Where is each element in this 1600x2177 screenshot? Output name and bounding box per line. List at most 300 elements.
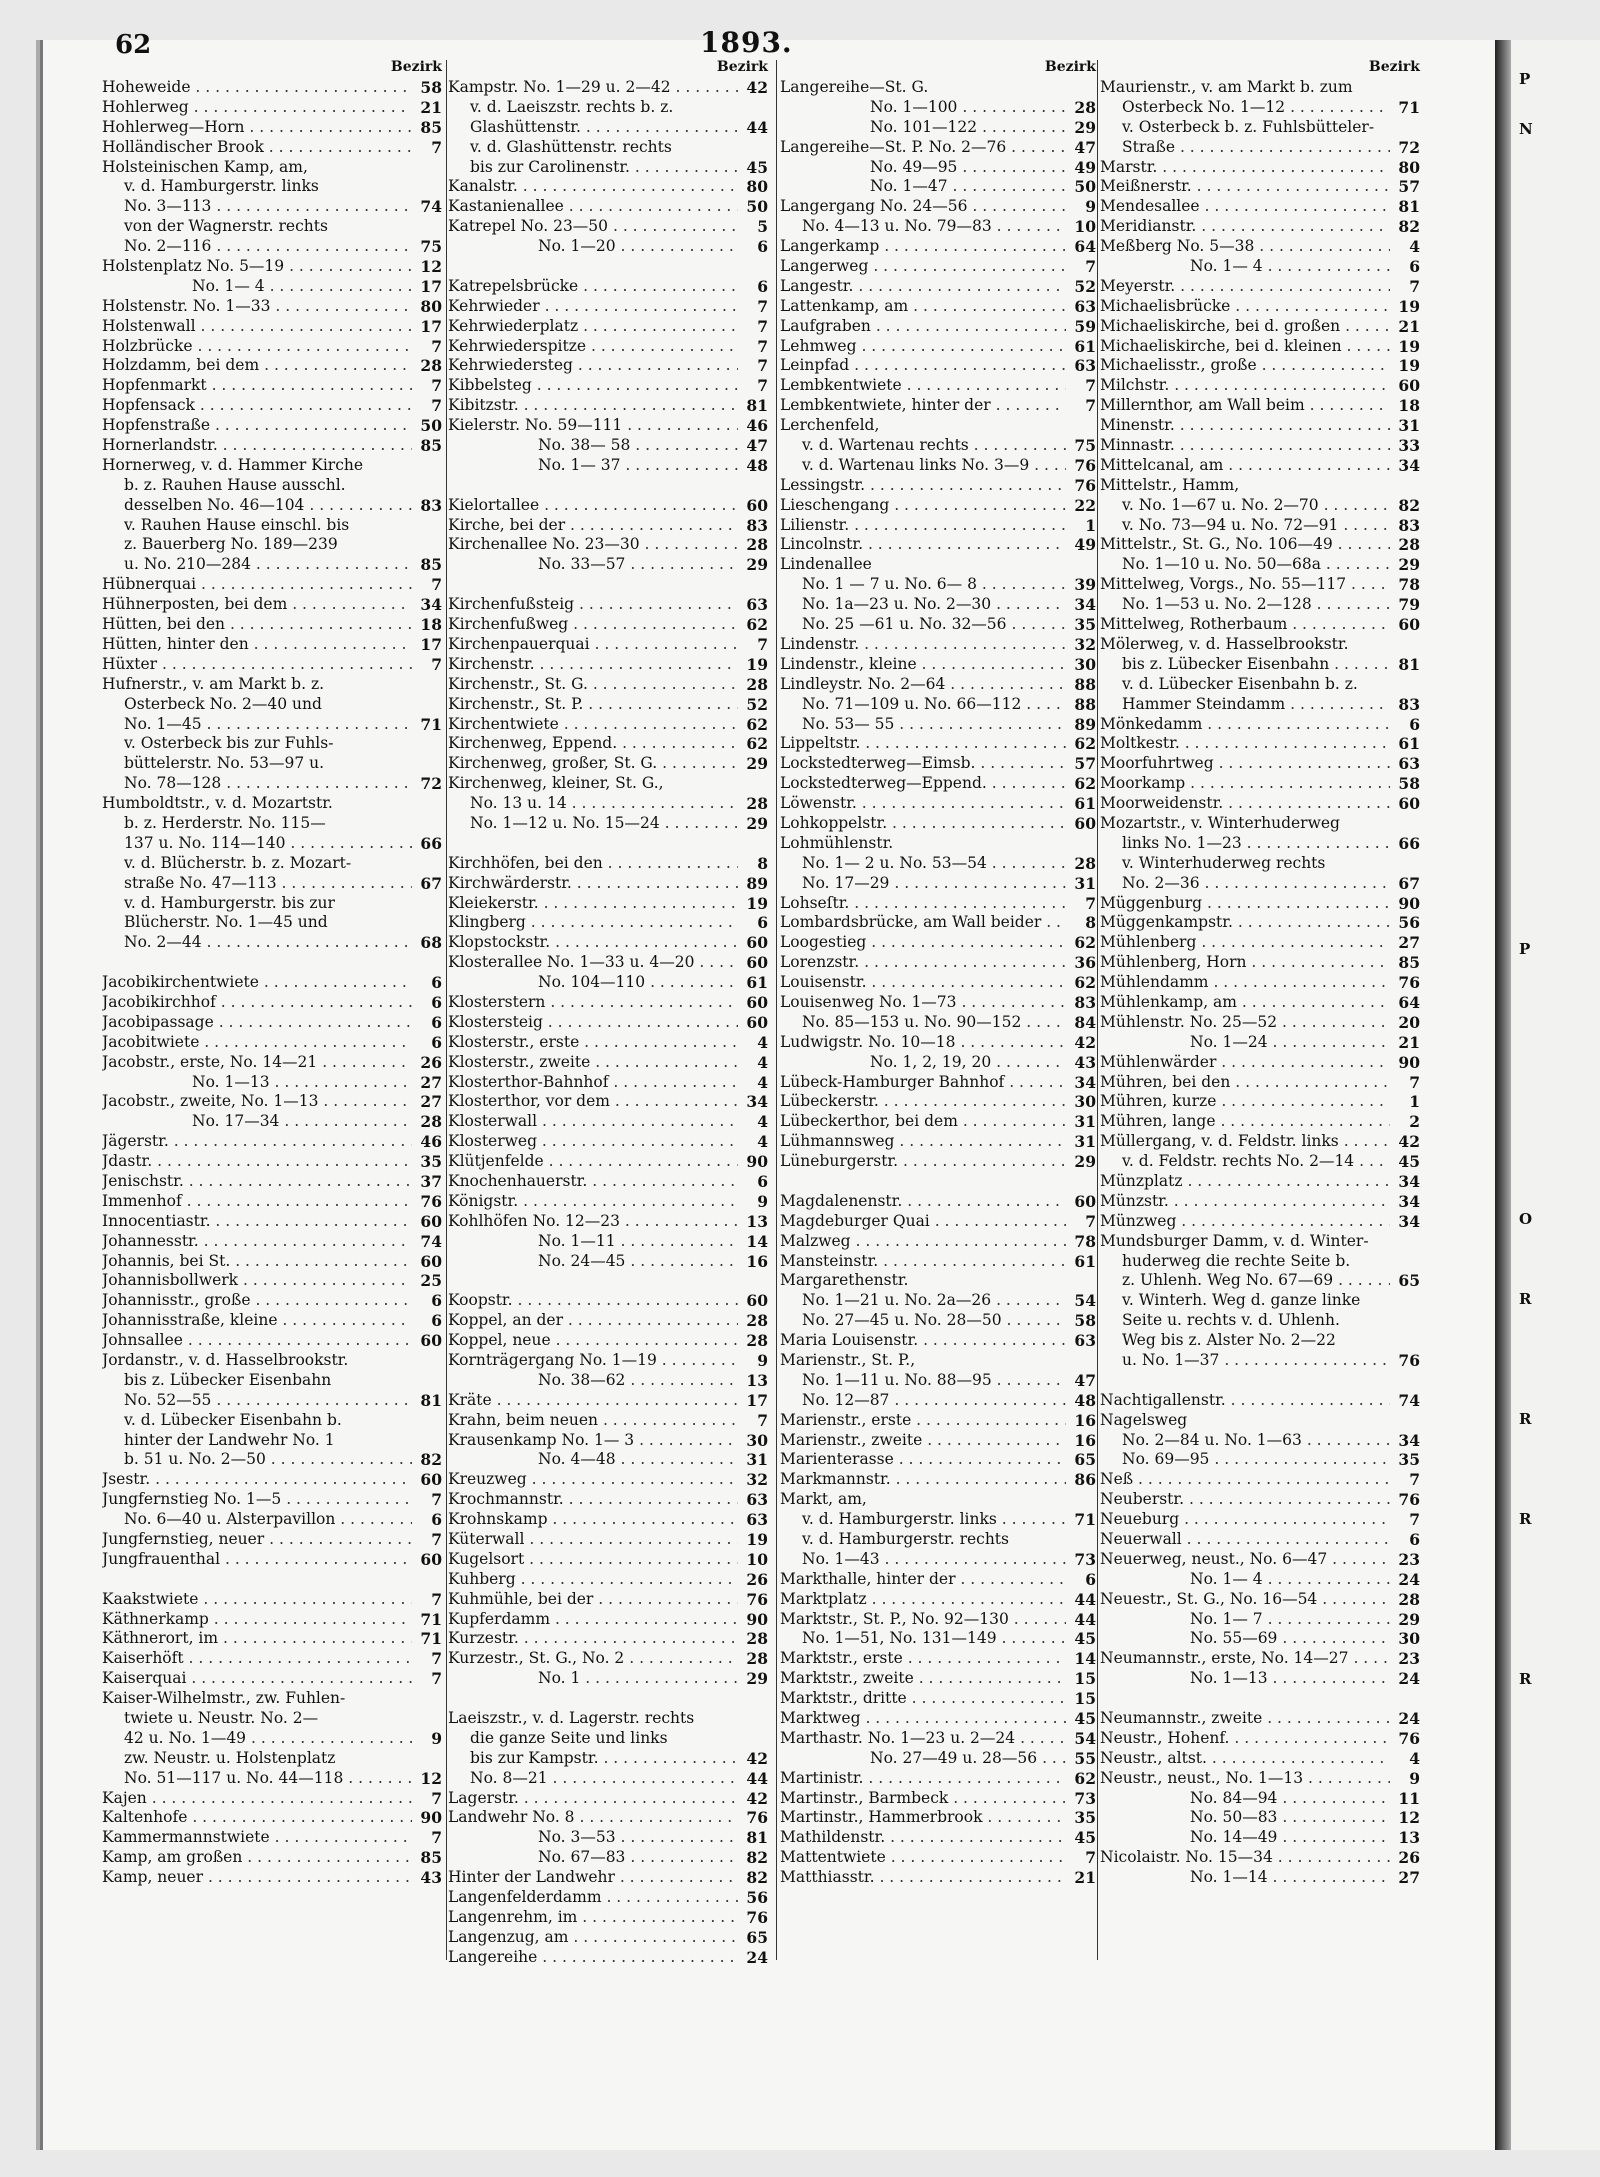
- street-entry: [1100, 1291, 1420, 1311]
- street-entry: [102, 1331, 442, 1351]
- district-number: 72: [1398, 137, 1420, 157]
- street-entry: [1100, 1470, 1420, 1490]
- street-name: Kaltenhofe . . .: [102, 1808, 412, 1828]
- street-name: Kurzestr., St. G., No. 2 . . .: [448, 1649, 738, 1669]
- street-entry: [780, 874, 1096, 894]
- street-name: Kirchenstr. . . .: [448, 655, 738, 675]
- district-number: [412, 217, 442, 237]
- street-entry: [448, 1610, 768, 1630]
- district-number: 29: [746, 555, 768, 575]
- street-name: No. 4—13 u. No. 79—83 . . .: [780, 217, 1066, 237]
- district-number: 7: [431, 1589, 442, 1609]
- street-entry: [102, 118, 442, 138]
- district-number: 6: [431, 973, 442, 993]
- district-number: 62: [1074, 734, 1096, 754]
- district-number: 29: [746, 1669, 768, 1689]
- street-name: No. 1—21 u. No. 2a—26 . . .: [780, 1291, 1066, 1311]
- district-number: 28: [420, 356, 442, 376]
- street-entry: [448, 1291, 768, 1311]
- street-entry: [448, 1848, 768, 1868]
- street-name: zw. Neustr. u. Holstenplatz: [124, 1748, 336, 1767]
- street-name: Langenrehm, im . . .: [448, 1908, 738, 1928]
- street-name: No. 1—43 . . .: [780, 1550, 1066, 1570]
- street-name: Lembkentwiete . . .: [780, 376, 1066, 396]
- street-entry: [1100, 1828, 1420, 1848]
- section-gap: [448, 834, 768, 854]
- street-entry: [448, 535, 768, 555]
- street-name: Marienstr., St. P.,: [780, 1351, 916, 1369]
- street-entry: [448, 1490, 768, 1510]
- district-number: 84: [1074, 1012, 1096, 1032]
- street-entry: [1100, 913, 1420, 933]
- district-number: 60: [1074, 1191, 1096, 1211]
- district-number: [1390, 1411, 1420, 1431]
- district-number: 58: [1074, 1311, 1096, 1331]
- street-entry: [1100, 337, 1420, 357]
- district-number: 61: [1074, 794, 1096, 814]
- street-name: Hornerweg, v. d. Hammer Kirche: [102, 455, 364, 474]
- district-number: 79: [1398, 595, 1420, 615]
- district-number: 83: [1074, 992, 1096, 1012]
- street-entry: [448, 675, 768, 695]
- street-entry: [102, 1550, 442, 1570]
- street-entry: [102, 277, 442, 297]
- street-name: Mühren, bei den . . .: [1100, 1073, 1390, 1093]
- street-entry: [102, 555, 442, 575]
- district-number: [412, 1709, 442, 1729]
- district-number: 60: [1398, 376, 1420, 396]
- district-number: 12: [1398, 1808, 1420, 1828]
- street-entry: [102, 158, 442, 178]
- street-entry: [102, 575, 442, 595]
- street-entry: [448, 1391, 768, 1411]
- district-number: 4: [757, 1132, 768, 1152]
- street-entry: [780, 1311, 1096, 1331]
- street-entry: [448, 1928, 768, 1948]
- street-entry: [1100, 874, 1420, 894]
- street-entry: [448, 138, 768, 158]
- district-number: 27: [420, 1072, 442, 1092]
- street-entry: [1100, 1808, 1420, 1828]
- district-number: [1390, 1252, 1420, 1272]
- street-name: Marienterasse . . .: [780, 1450, 1066, 1470]
- street-name: u. No. 210—284 . . .: [102, 555, 412, 575]
- street-name: Markthalle, hinter der . . .: [780, 1570, 1066, 1590]
- street-entry: [780, 1033, 1096, 1053]
- street-entry: [102, 1470, 442, 1490]
- street-entry: [780, 1550, 1096, 1570]
- district-number: 44: [1074, 1589, 1096, 1609]
- district-number: 62: [746, 734, 768, 754]
- district-number: 44: [746, 1768, 768, 1788]
- street-name: Langerkamp . . .: [780, 237, 1066, 257]
- street-entry: [1100, 774, 1420, 794]
- street-name: Maurienstr., v. am Markt b. zum: [1100, 78, 1353, 96]
- street-name: Johannisstr., große . . .: [102, 1291, 412, 1311]
- street-entry: [448, 595, 768, 615]
- street-name: No. 101—122 . . .: [780, 118, 1066, 138]
- street-entry: [448, 118, 768, 138]
- street-entry: [1100, 1172, 1420, 1192]
- street-name: No. 6—40 u. Alsterpavillon . . .: [102, 1510, 412, 1530]
- street-name: Meridianstr. . . .: [1100, 217, 1390, 237]
- street-name: Jacobikirchentwiete . . .: [102, 973, 412, 993]
- district-number: 7: [431, 1788, 442, 1808]
- street-entry: [1100, 854, 1420, 874]
- street-name: Jungfrauenthal . . .: [102, 1550, 412, 1570]
- district-number: 76: [1074, 455, 1096, 475]
- district-number: 61: [746, 973, 768, 993]
- street-name: Landwehr No. 8 . . .: [448, 1808, 738, 1828]
- street-entry: [448, 1769, 768, 1789]
- district-number: 6: [757, 913, 768, 933]
- street-name: No. 27—49 u. 28—56 . . .: [780, 1749, 1066, 1769]
- district-number: 34: [746, 1092, 768, 1112]
- street-entry: [1100, 675, 1420, 695]
- street-entry: [1100, 158, 1420, 178]
- street-entry: [780, 754, 1096, 774]
- street-entry: [780, 1709, 1096, 1729]
- street-entry: [780, 376, 1096, 396]
- street-name: Marktstr., zweite . . .: [780, 1669, 1066, 1689]
- street-entry: [102, 1371, 442, 1391]
- street-entry: [780, 1729, 1096, 1749]
- district-number: 21: [1398, 1032, 1420, 1052]
- street-entry: [448, 1729, 768, 1749]
- district-number: 34: [1398, 1211, 1420, 1231]
- street-entry: [1100, 1490, 1420, 1510]
- district-number: [1066, 834, 1096, 854]
- street-entry: [448, 1510, 768, 1530]
- street-entry: [1100, 1629, 1420, 1649]
- district-number: 56: [746, 1888, 768, 1908]
- street-entry: [780, 158, 1096, 178]
- street-entry: [1100, 1749, 1420, 1769]
- street-column-4: [1100, 58, 1420, 1888]
- district-number: 8: [1085, 913, 1096, 933]
- street-entry: [1100, 1769, 1420, 1789]
- district-number: 47: [746, 436, 768, 456]
- street-name: Mühren, kurze . . .: [1100, 1092, 1390, 1112]
- street-name: Holstenstr. No. 1—33 . . .: [102, 297, 412, 317]
- street-name: No. 8—21 . . .: [448, 1769, 738, 1789]
- street-entry: [780, 1152, 1096, 1172]
- street-entry: [448, 98, 768, 118]
- street-entry: [102, 1311, 442, 1331]
- district-number: 25: [420, 1271, 442, 1291]
- district-number: 23: [1398, 1549, 1420, 1569]
- district-number: [412, 535, 442, 555]
- street-entry: [448, 655, 768, 675]
- district-number: 81: [1398, 197, 1420, 217]
- street-name: No. 1a—23 u. No. 2—30 . . .: [780, 595, 1066, 615]
- district-number: 62: [746, 615, 768, 635]
- street-name: Mühlenberg . . .: [1100, 933, 1390, 953]
- street-name: No. 1— 4 . . .: [1100, 1570, 1390, 1590]
- street-entry: [448, 1112, 768, 1132]
- district-number: 54: [1074, 1291, 1096, 1311]
- street-name: Klosterstr., zweite . . .: [448, 1053, 738, 1073]
- street-name: Kuhmühle, bei der . . .: [448, 1590, 738, 1610]
- district-number: 9: [1409, 1768, 1420, 1788]
- street-entry: [1100, 1252, 1420, 1272]
- street-name: Mühlendamm . . .: [1100, 973, 1390, 993]
- street-name: Hinter der Landwehr . . .: [448, 1868, 738, 1888]
- district-number: 28: [1074, 97, 1096, 117]
- district-number: 27: [1398, 933, 1420, 953]
- street-name: Marienstr., zweite . . .: [780, 1431, 1066, 1451]
- district-number: [412, 814, 442, 834]
- district-number: 31: [1074, 1132, 1096, 1152]
- street-name: Kibitzstr. . . .: [448, 396, 738, 416]
- district-number: 62: [1074, 973, 1096, 993]
- street-entry: [780, 1053, 1096, 1073]
- street-name: Kirchenweg, großer, St. G. . . .: [448, 754, 738, 774]
- street-entry: [780, 277, 1096, 297]
- district-number: 22: [1074, 495, 1096, 515]
- street-name: Milchstr. . . .: [1100, 376, 1390, 396]
- street-name: Kugelsort . . .: [448, 1550, 738, 1570]
- district-number: 29: [1074, 117, 1096, 137]
- district-number: 10: [1074, 217, 1096, 237]
- street-name: Jsestr. . . .: [102, 1470, 412, 1490]
- street-name: v. d. Hamburgerstr. links: [124, 177, 319, 196]
- street-entry: [448, 1570, 768, 1590]
- street-entry: [448, 1411, 768, 1431]
- district-number: 65: [1398, 1271, 1420, 1291]
- street-name: Lindenstr. . . .: [780, 635, 1066, 655]
- street-name: v. d. Glashüttenstr. rechts: [470, 137, 672, 156]
- street-name: No. 38— 58 . . .: [448, 436, 738, 456]
- street-name: Holsteinischen Kamp, am,: [102, 157, 308, 176]
- district-number: 17: [420, 316, 442, 336]
- district-number: 28: [746, 794, 768, 814]
- district-number: 82: [420, 1450, 442, 1470]
- district-number: 75: [420, 237, 442, 257]
- district-number: 7: [431, 1828, 442, 1848]
- district-number: 73: [1074, 1788, 1096, 1808]
- street-entry: [102, 1132, 442, 1152]
- street-entry: [448, 396, 768, 416]
- district-number: 9: [1085, 197, 1096, 217]
- street-name: Klosterweg . . .: [448, 1132, 738, 1152]
- street-entry: [1100, 1232, 1420, 1252]
- street-entry: [102, 78, 442, 98]
- district-number: 76: [1398, 1490, 1420, 1510]
- district-number: 5: [757, 217, 768, 237]
- district-number: 23: [1398, 1649, 1420, 1669]
- district-number: [738, 98, 768, 118]
- street-name: Jägerstr. . . .: [102, 1132, 412, 1152]
- district-number: 52: [1074, 276, 1096, 296]
- street-entry: [1100, 535, 1420, 555]
- district-number: 83: [1398, 515, 1420, 535]
- street-name: Hufnerstr., v. am Markt b. z.: [102, 674, 325, 693]
- street-entry: [1100, 1789, 1420, 1809]
- street-entry: [102, 854, 442, 874]
- street-entry: [448, 1450, 768, 1470]
- district-number: 12: [420, 257, 442, 277]
- district-number: 55: [1074, 1748, 1096, 1768]
- street-name: No. 1— 2 u. No. 53—54 . . .: [780, 854, 1066, 874]
- street-name: u. No. 1—37 . . .: [1100, 1351, 1390, 1371]
- district-number: 63: [1074, 296, 1096, 316]
- street-entry: [1100, 257, 1420, 277]
- street-name: Neumannstr., zweite . . .: [1100, 1709, 1390, 1729]
- street-entry: [102, 257, 442, 277]
- street-name: Mathildenstr. . . .: [780, 1828, 1066, 1848]
- street-entry: [780, 1610, 1096, 1630]
- street-entry: [102, 1749, 442, 1769]
- street-entry: [1100, 1073, 1420, 1093]
- street-name: Lerchenfeld,: [780, 416, 880, 435]
- district-number: [412, 1371, 442, 1391]
- street-name: Langerweg . . .: [780, 257, 1066, 277]
- district-number: 30: [1074, 654, 1096, 674]
- street-name: Jacobstr., erste, No. 14—21 . . .: [102, 1053, 412, 1073]
- street-entry: [448, 416, 768, 436]
- street-entry: [448, 1828, 768, 1848]
- street-name: No. 33—57 . . .: [448, 555, 738, 575]
- district-number: 63: [1074, 356, 1096, 376]
- district-number: [412, 177, 442, 197]
- street-entry: [448, 953, 768, 973]
- street-name: Kräte . . .: [448, 1391, 738, 1411]
- street-name: Münzstr. . . .: [1100, 1192, 1390, 1212]
- street-entry: [1100, 297, 1420, 317]
- street-name: Seite u. rechts v. d. Uhlenh.: [1122, 1311, 1340, 1330]
- street-name: Jungfernstieg No. 1—5 . . .: [102, 1490, 412, 1510]
- street-name: No. 1 — 7 u. No. 6— 8 . . .: [780, 575, 1066, 595]
- district-number: 8: [757, 853, 768, 873]
- street-entry: [780, 436, 1096, 456]
- street-entry: [780, 615, 1096, 635]
- district-column-header: Bezirk: [716, 59, 768, 75]
- street-name: Kehrwieder . . .: [448, 297, 738, 317]
- street-name: Krahn, beim neuen . . .: [448, 1411, 738, 1431]
- street-name: Kaakstwiete . . .: [102, 1590, 412, 1610]
- street-name: Kammermannstwiete . . .: [102, 1828, 412, 1848]
- street-entry: [102, 396, 442, 416]
- district-number: 18: [420, 615, 442, 635]
- street-name: Kirchenweg, Eppend. . . .: [448, 734, 738, 754]
- street-name: Moorfuhrtweg . . .: [1100, 754, 1390, 774]
- street-name: Kehrwiederplatz . . .: [448, 317, 738, 337]
- district-number: 83: [1398, 694, 1420, 714]
- district-number: 28: [746, 1331, 768, 1351]
- street-entry: [448, 1948, 768, 1968]
- street-name: Osterbeck No. 1—12 . . .: [1100, 98, 1390, 118]
- street-name: Kuhberg . . .: [448, 1570, 738, 1590]
- district-number: 4: [757, 1052, 768, 1072]
- district-number: 65: [746, 1927, 768, 1947]
- district-number: 71: [420, 1609, 442, 1629]
- street-name: Jordanstr., v. d. Hasselbrookstr.: [102, 1351, 349, 1369]
- district-number: 15: [1074, 1689, 1096, 1709]
- district-number: 60: [1398, 615, 1420, 635]
- street-name: No. 3—53 . . .: [448, 1828, 738, 1848]
- street-name: Marktstr., St. P., No. 92—130 . . .: [780, 1610, 1066, 1630]
- street-name: Lübeckerthor, bei dem . . .: [780, 1112, 1066, 1132]
- street-entry: [102, 1053, 442, 1073]
- street-name: Kurzestr. . . .: [448, 1629, 738, 1649]
- district-number: 64: [1074, 237, 1096, 257]
- street-entry: [1100, 953, 1420, 973]
- district-number: 60: [420, 1211, 442, 1231]
- district-number: 60: [420, 1251, 442, 1271]
- street-name: Kaiser-Wilhelmstr., zw. Fuhlen-: [102, 1689, 346, 1708]
- street-name: Martinistr. . . .: [780, 1769, 1066, 1789]
- district-number: 7: [1409, 1510, 1420, 1530]
- street-entry: [1100, 1212, 1420, 1232]
- street-column-1: [102, 58, 442, 1888]
- district-number: [412, 695, 442, 715]
- street-name: Müllergang, v. d. Feldstr. links . . .: [1100, 1132, 1390, 1152]
- district-number: 6: [431, 1012, 442, 1032]
- street-entry: [780, 774, 1096, 794]
- street-entry: [102, 416, 442, 436]
- street-entry: [1100, 734, 1420, 754]
- street-name: büttelerstr. No. 53—97 u.: [124, 754, 325, 773]
- street-name: Kirchenpauerquai . . .: [448, 635, 738, 655]
- street-entry: [448, 317, 768, 337]
- district-number: [1390, 1291, 1420, 1311]
- street-name: Neuerwall . . .: [1100, 1530, 1390, 1550]
- street-entry: [448, 1749, 768, 1769]
- street-name: Innocentiastr. . . .: [102, 1212, 412, 1232]
- street-name: No. 1— 4 . . .: [1100, 257, 1390, 277]
- district-number: 90: [746, 1609, 768, 1629]
- district-number: 9: [757, 1351, 768, 1370]
- district-number: 45: [1074, 1629, 1096, 1649]
- street-entry: [448, 496, 768, 516]
- street-name: Kleiekerstr. . . .: [448, 894, 738, 914]
- district-number: 90: [420, 1808, 442, 1828]
- street-name: Müggenburg . . .: [1100, 894, 1390, 914]
- district-number: [1066, 78, 1096, 98]
- section-gap: [1100, 1689, 1420, 1709]
- street-name: Jenischstr. . . .: [102, 1172, 412, 1192]
- street-name: links No. 1—23 . . .: [1100, 834, 1390, 854]
- street-entry: [1100, 1550, 1420, 1570]
- street-entry: [102, 1828, 442, 1848]
- street-entry: [102, 933, 442, 953]
- district-number: 57: [1398, 177, 1420, 197]
- district-number: 76: [1074, 475, 1096, 495]
- district-number: [412, 675, 442, 695]
- street-name: Hopfenmarkt . . .: [102, 376, 412, 396]
- street-entry: [780, 197, 1096, 217]
- district-number: 62: [1074, 933, 1096, 953]
- street-entry: [448, 734, 768, 754]
- street-name: v. d. Lübecker Eisenbahn b. z.: [1122, 674, 1358, 693]
- street-entry: [102, 476, 442, 496]
- street-entry: [780, 1769, 1096, 1789]
- street-entry: [1100, 436, 1420, 456]
- district-number: 16: [1074, 1430, 1096, 1450]
- street-name: Lockstedterweg—Eppend. . . .: [780, 774, 1066, 794]
- street-entry: [1100, 1192, 1420, 1212]
- street-entry: [780, 237, 1096, 257]
- section-gap: [448, 257, 768, 277]
- district-number: 60: [1074, 813, 1096, 833]
- district-number: 32: [746, 1470, 768, 1490]
- street-entry: [1100, 78, 1420, 98]
- district-number: 76: [746, 1907, 768, 1927]
- street-name: No. 1—20 . . .: [448, 237, 738, 257]
- street-name: No. 1—47 . . .: [780, 177, 1066, 197]
- street-entry: [1100, 237, 1420, 257]
